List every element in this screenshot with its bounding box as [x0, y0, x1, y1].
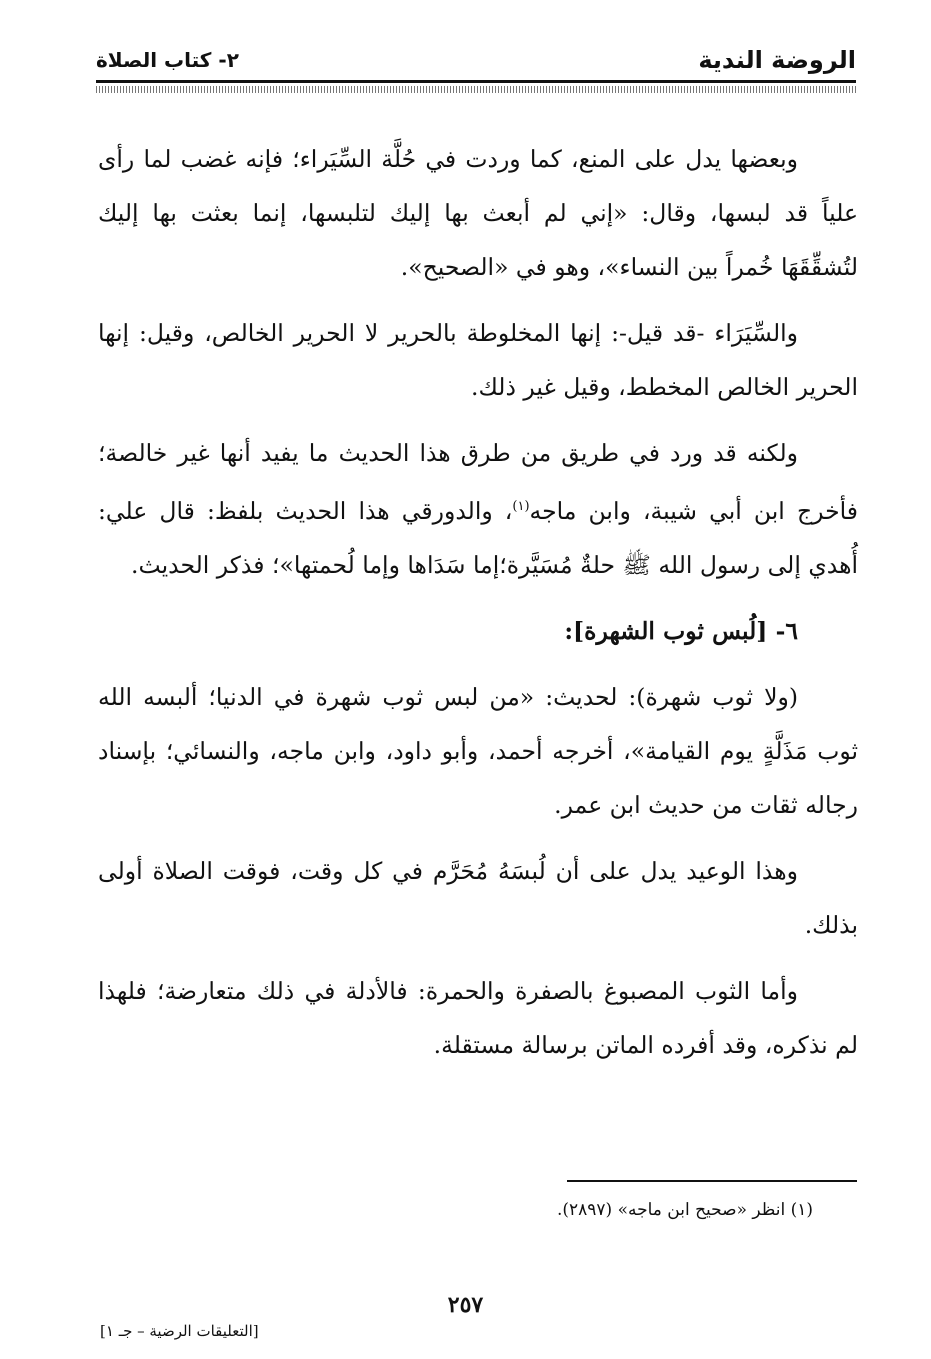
footnote-reference: (١): [512, 499, 530, 514]
page-number: ٢٥٧: [447, 1292, 484, 1318]
book-title: الروضة الندية: [698, 46, 856, 74]
chapter-title: ٢- كتاب الصلاة: [96, 48, 239, 72]
body-text: [98, 132, 858, 1084]
footnote-rule: [567, 1180, 857, 1182]
paragraph-3-part-b: ، والدورقي هذا الحديث بلفظ: قال علي: أُهدي إلى رسول الله ﷺ حلةٌ مُسَيَّرة؛إما سَدَاها وإما لُحمتها»؛ فذكر الحديث.: [98, 496, 858, 579]
running-head: [96, 44, 856, 78]
paragraph-6: وأما الثوب المصبوغ بالصفرة والحمرة: فالأدلة في ذلك متعارضة؛ فلهذا لم نذكره، وقد أفرده الماتن برسالة مستقلة.: [98, 976, 858, 1059]
paragraph-2: والسِّيَرَاء -قد قيل-: إنها المخلوطة بالحرير لا الحرير الخالص، وقيل: إنها الحرير الخالص المخطط، وقيل غير ذلك.: [98, 319, 858, 401]
footnote: (١) انظر «صحيح ابن ماجه» (٢٨٩٧).: [556, 1200, 813, 1220]
paragraph-5: وهذا الوعيد يدل على أن لُبسَهُ مُحَرَّم في كل وقت، فوقت الصلاة أولى بذلك.: [98, 856, 858, 939]
paragraph-4: (ولا ثوب شهرة): لحديث: «من لبس ثوب شهرة في الدنيا؛ ألبسه الله ثوب مَذَلَّةٍ يوم القيامة»، أخرجه أحمد، وأبو داود، وابن ماجه، والنسائي؛ بإسناد رجاله ثقات من حديث ابن عمر.: [98, 682, 858, 819]
section-heading: ٦- [لُبس ثوب الشهرة]:: [564, 616, 798, 645]
header-rule-pattern: [96, 86, 856, 93]
paragraph-3-part-a: ولكنه قد ورد في طريق من طرق هذا الحديث ما يفيد أنها غير خالصة؛ فأخرج ابن أبي شيبة، وابن ماجه: [98, 439, 858, 525]
bottom-note: [التعليقات الرضية – جـ ١]: [100, 1322, 259, 1340]
paragraph-1: وبعضها يدل على المنع، كما وردت في حُلَّة السِّيَراء؛ فإنه غضب لما رأى علياً قد لبسها، وقال: «إني لم أبعث بها إليك لتلبسها، إنما بعثت بها إليك لتُشقِّقَهَا خُمراً بين النساء»، وهو في «الصحيح».: [98, 145, 858, 281]
header-rule: [96, 80, 856, 83]
paragraph-3: [98, 426, 858, 592]
